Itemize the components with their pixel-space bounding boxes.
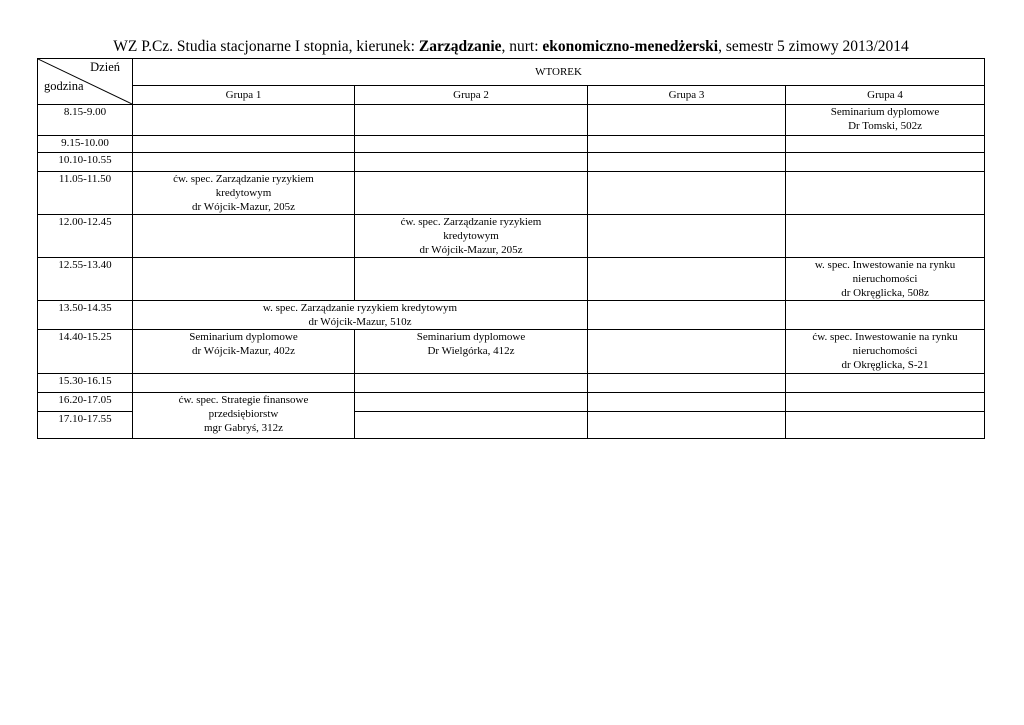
- class-teacher: dr Wójcik-Mazur, 510z: [308, 316, 412, 328]
- table-row: [38, 258, 985, 301]
- empty-cell: [588, 172, 786, 215]
- empty-cell: [786, 136, 985, 153]
- time-slot: 15.30-16.15: [38, 374, 133, 393]
- class-teacher: Dr Tomski, 502z: [848, 120, 922, 132]
- table-row: [38, 172, 985, 215]
- class-teacher: Dr Wielgórka, 412z: [427, 345, 515, 357]
- empty-cell: [786, 172, 985, 215]
- empty-cell: [133, 105, 355, 136]
- hour-header-label: godzina: [44, 79, 84, 93]
- corner-cell: [38, 59, 133, 105]
- group-header-3: Grupa 3: [588, 85, 786, 104]
- empty-cell: [786, 412, 985, 439]
- title-suffix: , semestr 5 zimowy 2013/2014: [718, 38, 909, 55]
- class-teacher: dr Okręglicka, 508z: [841, 287, 929, 299]
- class-title: ćw. spec. Zarządzanie ryzykiem: [173, 173, 314, 185]
- class-teacher: dr Okręglicka, S-21: [841, 359, 929, 371]
- empty-cell: [133, 153, 355, 172]
- day-header-label: Dzień: [90, 60, 120, 74]
- time-slot: 10.10-10.55: [38, 153, 133, 172]
- empty-cell: [355, 412, 588, 439]
- time-slot: 12.00-12.45: [38, 215, 133, 258]
- empty-cell: [786, 374, 985, 393]
- time-slot: 11.05-11.50: [38, 172, 133, 215]
- class-title-cont: nieruchomości: [852, 273, 918, 285]
- table-row: [38, 330, 985, 374]
- schedule-table: [37, 58, 985, 439]
- title-mid: , nurt:: [501, 38, 543, 55]
- table-row: [38, 215, 985, 258]
- class-cell: [355, 215, 588, 258]
- time-slot: 8.15-9.00: [38, 105, 133, 136]
- group-header-4: Grupa 4: [786, 85, 985, 104]
- empty-cell: [588, 330, 786, 374]
- class-title: w. spec. Inwestowanie na rynku: [814, 259, 956, 271]
- class-title-cont: nieruchomości: [852, 345, 918, 357]
- title-field: Zarządzanie: [418, 38, 502, 55]
- table-row: [38, 374, 985, 393]
- class-title: ćw. spec. Zarządzanie ryzykiem: [400, 216, 542, 228]
- table-row: [38, 393, 985, 412]
- empty-cell: [588, 301, 786, 330]
- empty-cell: [355, 105, 588, 136]
- empty-cell: [588, 215, 786, 258]
- empty-cell: [588, 374, 786, 393]
- group-header-1: Grupa 1: [133, 85, 355, 104]
- class-title: w. spec. Zarządzanie ryzykiem kredytowym: [262, 302, 458, 314]
- empty-cell: [355, 258, 588, 301]
- empty-cell: [133, 215, 355, 258]
- empty-cell: [588, 412, 786, 439]
- class-title: ćw. spec. Inwestowanie na rynku: [812, 331, 958, 343]
- class-title-cont: przedsiębiorstw: [208, 408, 279, 420]
- table-row: [38, 301, 985, 330]
- empty-cell: [133, 258, 355, 301]
- time-slot: 16.20-17.05: [38, 393, 133, 412]
- empty-cell: [786, 153, 985, 172]
- class-teacher: dr Wójcik-Mazur, 205z: [192, 201, 295, 213]
- empty-cell: [355, 136, 588, 153]
- empty-cell: [355, 393, 588, 412]
- empty-cell: [786, 215, 985, 258]
- empty-cell: [133, 374, 355, 393]
- time-slot: 12.55-13.40: [38, 258, 133, 301]
- class-teacher: mgr Gabryś, 312z: [203, 422, 284, 434]
- group-header-2: Grupa 2: [355, 85, 588, 104]
- title-specialty: ekonomiczno-menedżerski: [542, 38, 719, 55]
- class-teacher: dr Wójcik-Mazur, 402z: [192, 345, 295, 357]
- class-title-cont: kredytowym: [215, 187, 272, 199]
- class-cell: [133, 330, 355, 374]
- time-slot: 14.40-15.25: [38, 330, 133, 374]
- class-cell: [133, 301, 588, 330]
- class-title-cont: kredytowym: [443, 230, 499, 242]
- time-slot: 17.10-17.55: [38, 412, 133, 439]
- class-title: Seminarium dyplomowe: [830, 106, 940, 118]
- day-name: WTOREK: [133, 59, 985, 86]
- time-slot: 9.15-10.00: [38, 136, 133, 153]
- class-title: ćw. spec. Strategie finansowe: [178, 394, 309, 406]
- empty-cell: [786, 301, 985, 330]
- class-cell: [355, 330, 588, 374]
- class-cell: [786, 258, 985, 301]
- empty-cell: [355, 374, 588, 393]
- class-title: Seminarium dyplomowe: [189, 331, 298, 343]
- table-row: [38, 153, 985, 172]
- empty-cell: [588, 258, 786, 301]
- table-row: [38, 105, 985, 136]
- empty-cell: [588, 393, 786, 412]
- class-teacher: dr Wójcik-Mazur, 205z: [419, 244, 523, 256]
- class-cell: [133, 393, 355, 439]
- class-title: Seminarium dyplomowe: [416, 331, 526, 343]
- empty-cell: [133, 136, 355, 153]
- empty-cell: [355, 153, 588, 172]
- class-cell: [786, 330, 985, 374]
- empty-cell: [588, 105, 786, 136]
- page-title: [36, 38, 986, 56]
- empty-cell: [588, 136, 786, 153]
- empty-cell: [786, 393, 985, 412]
- title-prefix: WZ P.Cz. Studia stacjonarne I stopnia, kierunek:: [113, 38, 419, 55]
- class-cell: [133, 172, 355, 215]
- empty-cell: [355, 172, 588, 215]
- time-slot: 13.50-14.35: [38, 301, 133, 330]
- empty-cell: [588, 153, 786, 172]
- class-cell: [786, 105, 985, 136]
- table-row: [38, 136, 985, 153]
